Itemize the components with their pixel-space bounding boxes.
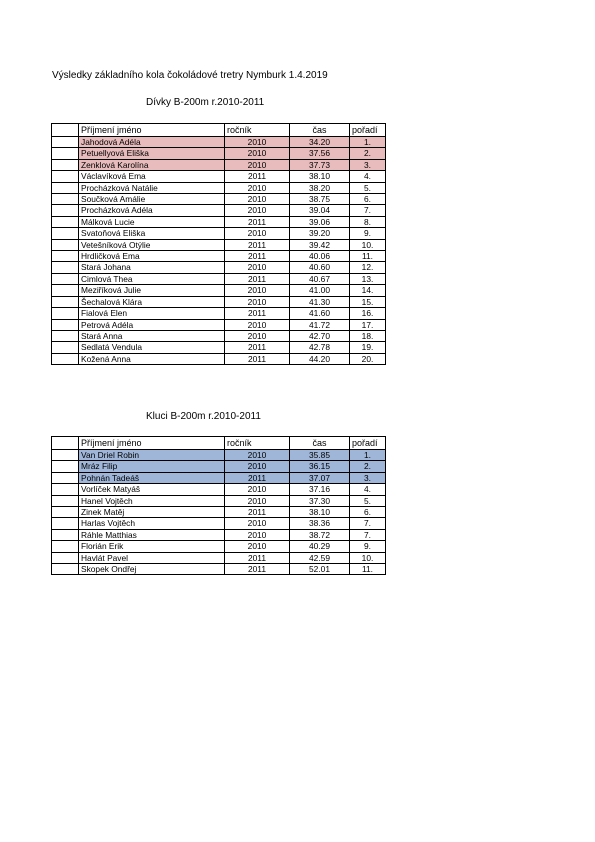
- boys-results-table: [51, 436, 386, 575]
- row-index-cell: [52, 285, 79, 296]
- race-time: 39.04: [290, 205, 350, 216]
- athlete-name: Svatoňová Eliška: [79, 228, 225, 239]
- birth-year: 2011: [225, 472, 290, 483]
- placing: 4.: [350, 484, 386, 495]
- athlete-name: Florián Erik: [79, 541, 225, 552]
- placing: 1.: [350, 137, 386, 148]
- placing: 10.: [350, 239, 386, 250]
- row-index-cell: [52, 484, 79, 495]
- table-row: [52, 148, 386, 159]
- row-index-cell: [52, 216, 79, 227]
- row-index-cell: [52, 450, 79, 461]
- header-rank: pořadí: [350, 437, 386, 450]
- row-index-cell: [52, 308, 79, 319]
- table-row: [52, 159, 386, 170]
- race-time: 41.30: [290, 296, 350, 307]
- birth-year: 2010: [225, 194, 290, 205]
- placing: 7.: [350, 518, 386, 529]
- header-time: čas: [290, 437, 350, 450]
- athlete-name: Kožená Anna: [79, 353, 225, 364]
- table-row: [52, 450, 386, 461]
- birth-year: 2010: [225, 484, 290, 495]
- athlete-name: Meziříková Julie: [79, 285, 225, 296]
- race-time: 38.75: [290, 194, 350, 205]
- placing: 2.: [350, 461, 386, 472]
- athlete-name: Šechalová Klára: [79, 296, 225, 307]
- birth-year: 2010: [225, 228, 290, 239]
- placing: 3.: [350, 472, 386, 483]
- row-index-cell: [52, 472, 79, 483]
- table-row: [52, 484, 386, 495]
- placing: 3.: [350, 159, 386, 170]
- birth-year: 2010: [225, 495, 290, 506]
- row-index-cell: [52, 296, 79, 307]
- athlete-name: Hanel Vojtěch: [79, 495, 225, 506]
- table-row: [52, 495, 386, 506]
- placing: 6.: [350, 194, 386, 205]
- birth-year: 2011: [225, 552, 290, 563]
- table-row: [52, 239, 386, 250]
- athlete-name: Stará Johana: [79, 262, 225, 273]
- row-index-cell: [52, 342, 79, 353]
- athlete-name: Jahodová Adéla: [79, 137, 225, 148]
- placing: 18.: [350, 330, 386, 341]
- birth-year: 2010: [225, 205, 290, 216]
- table-row: [52, 194, 386, 205]
- table-row: [52, 564, 386, 575]
- table-row: [52, 251, 386, 262]
- race-time: 41.72: [290, 319, 350, 330]
- boys-section-title: Kluci B-200m r.2010-2011: [146, 411, 261, 422]
- girls-results-table: [51, 123, 386, 365]
- placing: 20.: [350, 353, 386, 364]
- athlete-name: Skopek Ondřej: [79, 564, 225, 575]
- table-row: [52, 342, 386, 353]
- row-index-cell: [52, 319, 79, 330]
- athlete-name: Harlas Vojtěch: [79, 518, 225, 529]
- header-empty-cell: [52, 437, 79, 450]
- table-row: [52, 330, 386, 341]
- birth-year: 2010: [225, 296, 290, 307]
- placing: 2.: [350, 148, 386, 159]
- race-time: 41.00: [290, 285, 350, 296]
- row-index-cell: [52, 461, 79, 472]
- row-index-cell: [52, 171, 79, 182]
- athlete-name: Van Driel Robin: [79, 450, 225, 461]
- birth-year: 2011: [225, 239, 290, 250]
- table-row: [52, 216, 386, 227]
- birth-year: 2011: [225, 564, 290, 575]
- table-row: [52, 205, 386, 216]
- placing: 9.: [350, 228, 386, 239]
- athlete-name: Procházková Natálie: [79, 182, 225, 193]
- row-index-cell: [52, 194, 79, 205]
- athlete-name: Mráz Filip: [79, 461, 225, 472]
- race-time: 34.20: [290, 137, 350, 148]
- athlete-name: Stará Anna: [79, 330, 225, 341]
- placing: 10.: [350, 552, 386, 563]
- athlete-name: Vorlíček Matyáš: [79, 484, 225, 495]
- birth-year: 2011: [225, 308, 290, 319]
- birth-year: 2010: [225, 148, 290, 159]
- placing: 9.: [350, 541, 386, 552]
- table-row: [52, 273, 386, 284]
- table-row: [52, 171, 386, 182]
- birth-year: 2011: [225, 507, 290, 518]
- row-index-cell: [52, 507, 79, 518]
- race-time: 40.29: [290, 541, 350, 552]
- birth-year: 2010: [225, 541, 290, 552]
- table-row: [52, 308, 386, 319]
- birth-year: 2011: [225, 273, 290, 284]
- row-index-cell: [52, 541, 79, 552]
- placing: 14.: [350, 285, 386, 296]
- race-time: 41.60: [290, 308, 350, 319]
- table-header-row: [52, 437, 386, 450]
- table-row: [52, 296, 386, 307]
- race-time: 39.20: [290, 228, 350, 239]
- table-row: [52, 472, 386, 483]
- row-index-cell: [52, 262, 79, 273]
- table-row: [52, 541, 386, 552]
- table-row: [52, 319, 386, 330]
- race-time: 39.42: [290, 239, 350, 250]
- table-row: [52, 228, 386, 239]
- placing: 5.: [350, 495, 386, 506]
- row-index-cell: [52, 552, 79, 563]
- row-index-cell: [52, 137, 79, 148]
- birth-year: 2011: [225, 216, 290, 227]
- placing: 8.: [350, 216, 386, 227]
- placing: 15.: [350, 296, 386, 307]
- birth-year: 2010: [225, 159, 290, 170]
- athlete-name: Zinek Matěj: [79, 507, 225, 518]
- athlete-name: Ráhle Matthias: [79, 529, 225, 540]
- table-row: [52, 518, 386, 529]
- table-row: [52, 552, 386, 563]
- placing: 19.: [350, 342, 386, 353]
- birth-year: 2010: [225, 518, 290, 529]
- table-row: [52, 285, 386, 296]
- race-time: 38.10: [290, 507, 350, 518]
- header-name: Příjmení jméno: [79, 437, 225, 450]
- table-header-row: [52, 124, 386, 137]
- race-time: 44.20: [290, 353, 350, 364]
- birth-year: 2010: [225, 182, 290, 193]
- row-index-cell: [52, 330, 79, 341]
- row-index-cell: [52, 495, 79, 506]
- placing: 13.: [350, 273, 386, 284]
- row-index-cell: [52, 518, 79, 529]
- placing: 1.: [350, 450, 386, 461]
- race-time: 36.15: [290, 461, 350, 472]
- birth-year: 2010: [225, 461, 290, 472]
- race-time: 42.70: [290, 330, 350, 341]
- row-index-cell: [52, 159, 79, 170]
- race-time: 40.06: [290, 251, 350, 262]
- birth-year: 2010: [225, 330, 290, 341]
- row-index-cell: [52, 205, 79, 216]
- athlete-name: Cimlová Thea: [79, 273, 225, 284]
- table-row: [52, 353, 386, 364]
- table-row: [52, 507, 386, 518]
- race-time: 52.01: [290, 564, 350, 575]
- race-time: 39.06: [290, 216, 350, 227]
- race-time: 38.36: [290, 518, 350, 529]
- placing: 5.: [350, 182, 386, 193]
- row-index-cell: [52, 273, 79, 284]
- header-time: čas: [290, 124, 350, 137]
- athlete-name: Václavíková Ema: [79, 171, 225, 182]
- document-title: Výsledky základního kola čokoládové tretry Nymburk 1.4.2019: [52, 70, 328, 81]
- athlete-name: Procházková Adéla: [79, 205, 225, 216]
- race-time: 37.73: [290, 159, 350, 170]
- athlete-name: Havlát Pavel: [79, 552, 225, 563]
- athlete-name: Fialová Elen: [79, 308, 225, 319]
- race-time: 35.85: [290, 450, 350, 461]
- placing: 11.: [350, 564, 386, 575]
- row-index-cell: [52, 353, 79, 364]
- birth-year: 2010: [225, 262, 290, 273]
- race-time: 38.72: [290, 529, 350, 540]
- placing: 7.: [350, 529, 386, 540]
- girls-section-title: Dívky B-200m r.2010-2011: [146, 97, 265, 108]
- birth-year: 2010: [225, 529, 290, 540]
- athlete-name: Sedlatá Vendula: [79, 342, 225, 353]
- placing: 7.: [350, 205, 386, 216]
- birth-year: 2011: [225, 353, 290, 364]
- header-empty-cell: [52, 124, 79, 137]
- race-time: 37.07: [290, 472, 350, 483]
- athlete-name: Vetešníková Otýlie: [79, 239, 225, 250]
- birth-year: 2010: [225, 450, 290, 461]
- row-index-cell: [52, 251, 79, 262]
- row-index-cell: [52, 239, 79, 250]
- row-index-cell: [52, 228, 79, 239]
- table-row: [52, 461, 386, 472]
- race-time: 37.30: [290, 495, 350, 506]
- row-index-cell: [52, 148, 79, 159]
- header-year: ročník: [225, 437, 290, 450]
- race-time: 42.59: [290, 552, 350, 563]
- race-time: 37.16: [290, 484, 350, 495]
- table-row: [52, 529, 386, 540]
- athlete-name: Zenklová Karolína: [79, 159, 225, 170]
- placing: 4.: [350, 171, 386, 182]
- athlete-name: Málková Lucie: [79, 216, 225, 227]
- table-row: [52, 182, 386, 193]
- placing: 6.: [350, 507, 386, 518]
- athlete-name: Pohnán Tadeáš: [79, 472, 225, 483]
- row-index-cell: [52, 564, 79, 575]
- table-row: [52, 262, 386, 273]
- birth-year: 2010: [225, 285, 290, 296]
- header-year: ročník: [225, 124, 290, 137]
- header-name: Příjmení jméno: [79, 124, 225, 137]
- header-rank: pořadí: [350, 124, 386, 137]
- race-time: 37.56: [290, 148, 350, 159]
- birth-year: 2011: [225, 251, 290, 262]
- placing: 11.: [350, 251, 386, 262]
- placing: 12.: [350, 262, 386, 273]
- birth-year: 2010: [225, 137, 290, 148]
- row-index-cell: [52, 529, 79, 540]
- birth-year: 2010: [225, 319, 290, 330]
- birth-year: 2011: [225, 171, 290, 182]
- race-time: 38.20: [290, 182, 350, 193]
- athlete-name: Petuellyová Eliška: [79, 148, 225, 159]
- row-index-cell: [52, 182, 79, 193]
- athlete-name: Součková Amálie: [79, 194, 225, 205]
- placing: 16.: [350, 308, 386, 319]
- athlete-name: Petrová Adéla: [79, 319, 225, 330]
- race-time: 40.67: [290, 273, 350, 284]
- race-time: 40.60: [290, 262, 350, 273]
- placing: 17.: [350, 319, 386, 330]
- race-time: 38.10: [290, 171, 350, 182]
- race-time: 42.78: [290, 342, 350, 353]
- table-row: [52, 137, 386, 148]
- birth-year: 2011: [225, 342, 290, 353]
- athlete-name: Hrdličková Ema: [79, 251, 225, 262]
